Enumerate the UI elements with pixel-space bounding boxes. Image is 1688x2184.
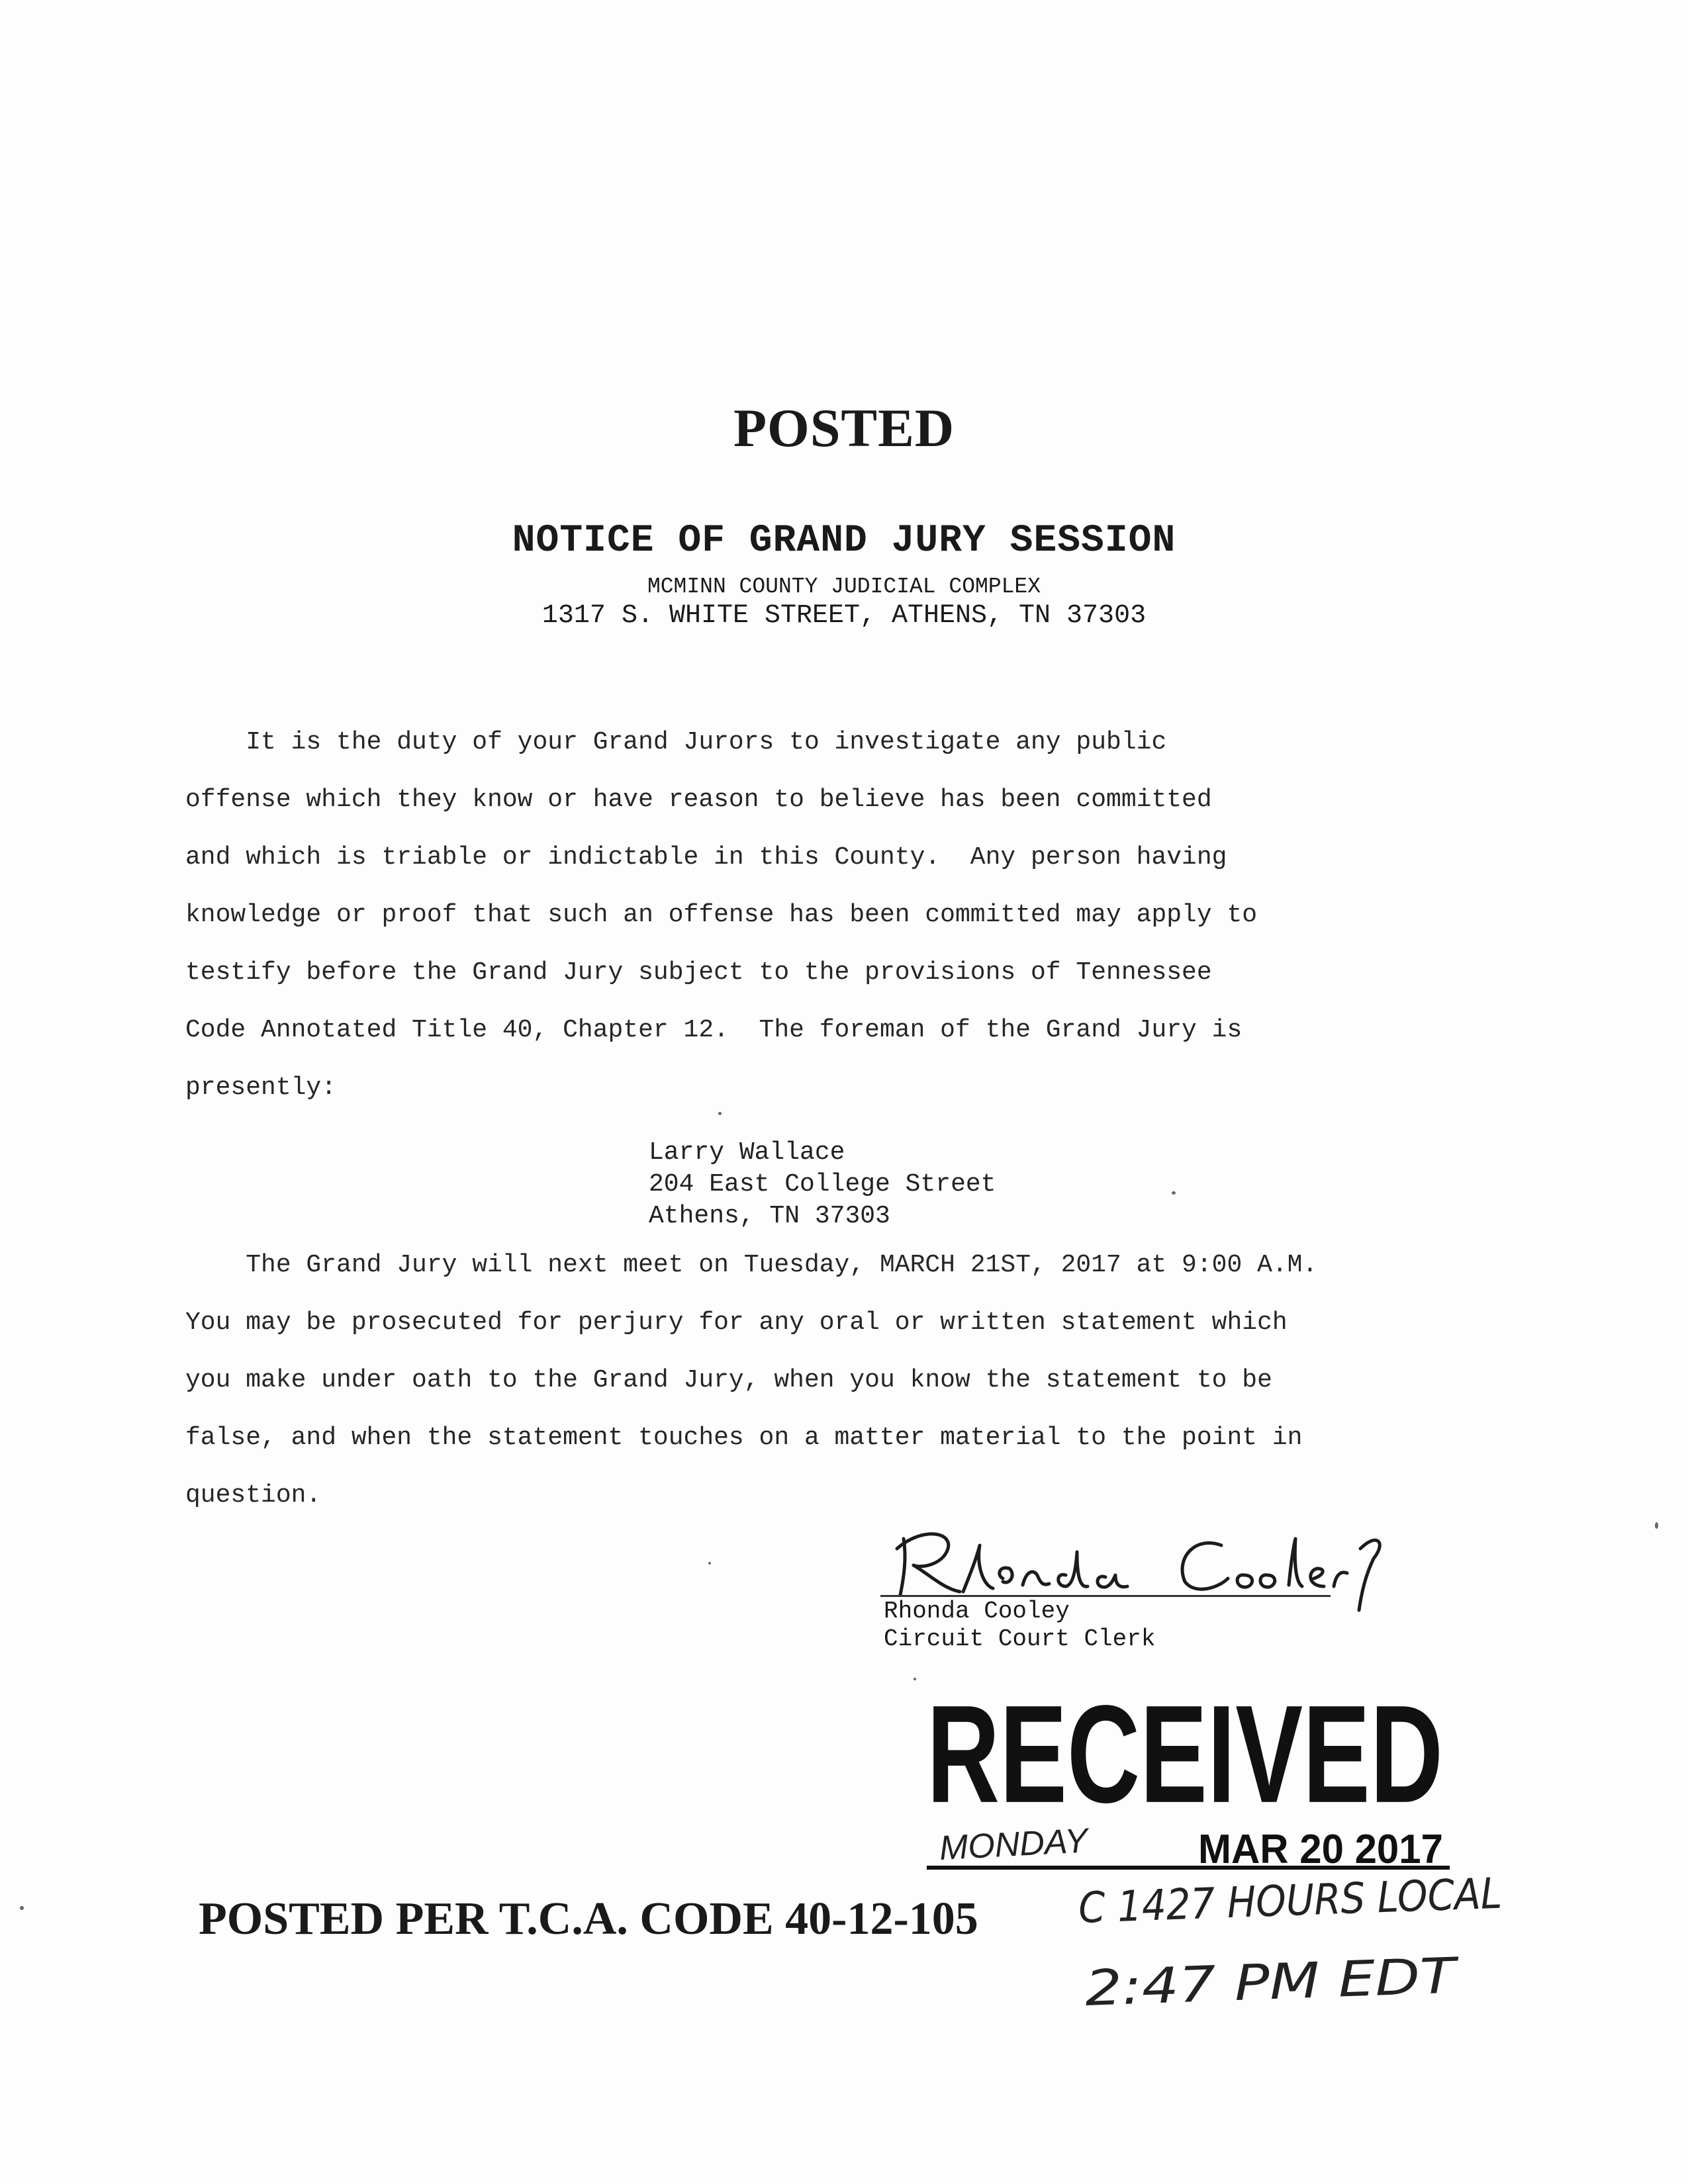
handwritten-time-note [1059, 1860, 1548, 2032]
paragraph-line: question. [185, 1481, 322, 1510]
paragraph-line: you make under oath to the Grand Jury, when you know the statement to be [185, 1366, 1272, 1394]
scan-speck [1655, 1522, 1658, 1529]
svg-text:MAR 20 2017: MAR 20 2017 [1198, 1827, 1443, 1872]
svg-text:RECEIVED: RECEIVED [927, 1676, 1443, 1832]
foreman-street: 204 East College Street [649, 1170, 996, 1199]
svg-text:C 1427 HOURS LOCAL: C 1427 HOURS LOCAL [1077, 1868, 1548, 1933]
foreman-name: Larry Wallace [649, 1138, 845, 1167]
location-name: MCMINN COUNTY JUDICIAL COMPLEX [647, 574, 1041, 599]
foreman-address [649, 1138, 996, 1234]
paragraph-line: knowledge or proof that such an offense has been committed may apply to [185, 901, 1258, 929]
paragraph-line: You may be prosecuted for perjury for any oral or written statement which [185, 1308, 1288, 1337]
scan-speck [708, 1562, 711, 1565]
svg-text:MONDAY: MONDAY [938, 1821, 1089, 1868]
paragraph-line: Code Annotated Title 40, Chapter 12. The foreman of the Grand Jury is [185, 1016, 1243, 1044]
notice-title: NOTICE OF GRAND JURY SESSION [512, 520, 1176, 563]
signer-title: Circuit Court Clerk [884, 1625, 1156, 1653]
signature-line [880, 1595, 1331, 1597]
paragraph-line: The Grand Jury will next meet on Tuesday, MARCH 21ST, 2017 at 9:00 A.M. [185, 1251, 1318, 1279]
posted-heading: POSTED [733, 398, 955, 458]
scan-speck [1172, 1191, 1176, 1195]
paragraph-line: presently: [185, 1073, 337, 1102]
posting-code: POSTED PER T.C.A. CODE 40-12-105 [199, 1893, 978, 1944]
foreman-city: Athens, TN 37303 [649, 1202, 890, 1230]
paragraph-line: testify before the Grand Jury subject to the provisions of Tennessee [185, 958, 1212, 987]
svg-text:2:47 PM EDT: 2:47 PM EDT [1084, 1949, 1397, 2017]
scan-speck [20, 1906, 24, 1910]
scan-speck [914, 1678, 916, 1680]
scan-speck [718, 1112, 722, 1115]
signer-name: Rhonda Cooley [884, 1598, 1070, 1625]
paragraph-line: offense which they know or have reason to believe has been committed [185, 786, 1212, 814]
paragraph-line: and which is triable or indictable in this County. Any person having [185, 843, 1227, 872]
location-address: 1317 S. WHITE STREET, ATHENS, TN 37303 [541, 601, 1147, 631]
paragraph-line: false, and when the statement touches on a matter material to the point in [185, 1424, 1303, 1452]
paragraph-line: It is the duty of your Grand Jurors to investigate any public [185, 728, 1167, 756]
